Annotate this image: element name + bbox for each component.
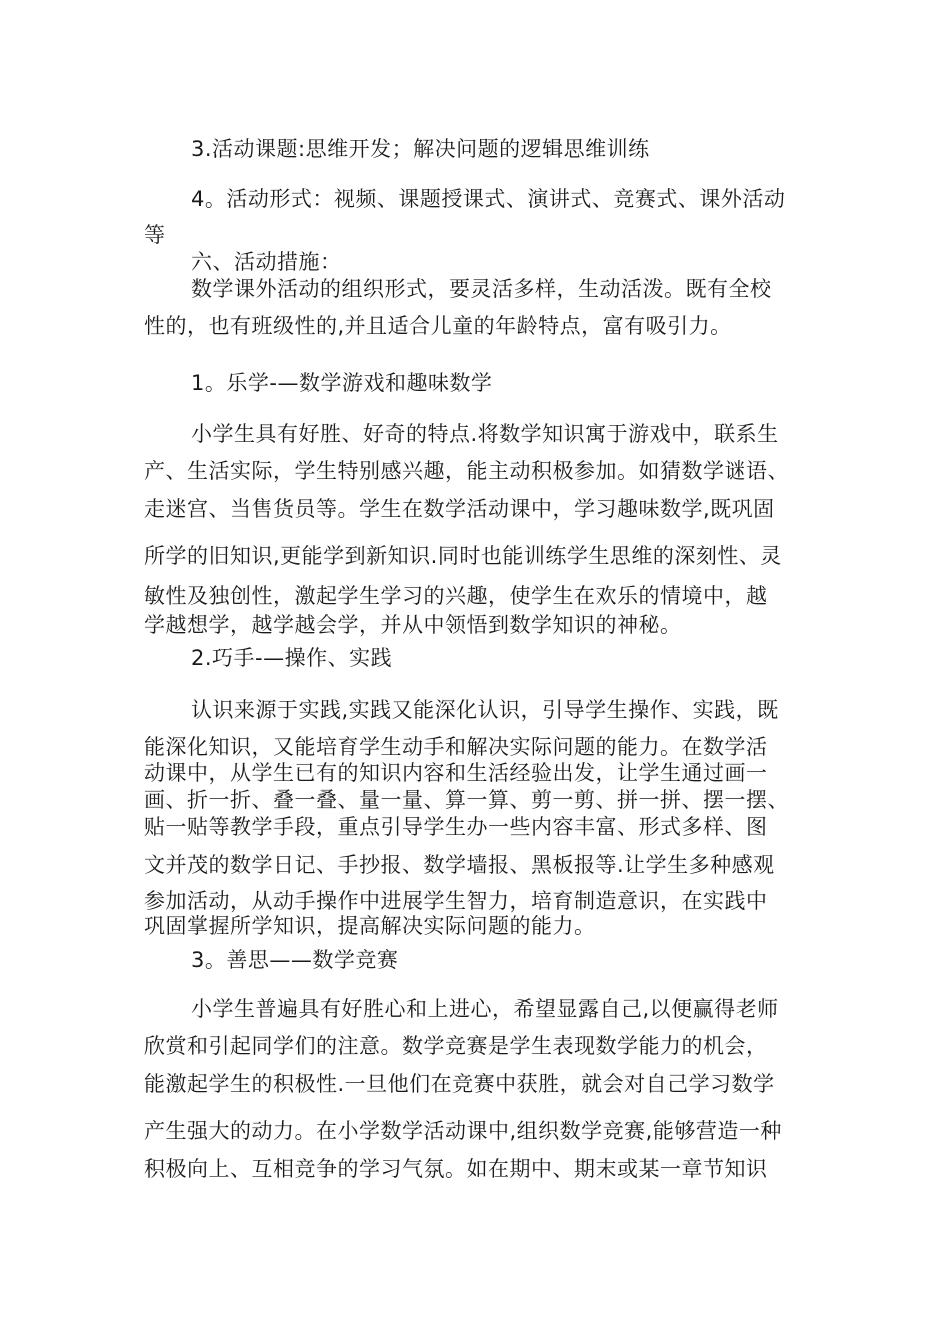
paragraph-line: 认识来源于实践,实践又能深化认识，引导学生操作、实践，既	[191, 698, 779, 722]
paragraph-line: 敏性及独创性，激起学生学习的兴趣，使学生在欢乐的情境中，越	[144, 584, 768, 608]
paragraph-line: 动课中，从学生已有的知识内容和生活经验出发，让学生通过画一	[144, 761, 768, 785]
paragraph-line: 数学课外活动的组织形式，要灵活多样，生动活泼。既有全校	[191, 277, 772, 301]
paragraph-line: 贴一贴等教学手段，重点引导学生办一些内容丰富、形式多样、图	[144, 815, 768, 839]
paragraph-line: 小学生普遍具有好胜心和上进心，希望显露自己,以便赢得老师	[191, 997, 779, 1021]
paragraph-line: 巩固掌握所学知识，提高解决实际问题的能力。	[144, 914, 596, 938]
paragraph-line: 产生强大的动力。在小学数学活动课中,组织数学竞赛,能够营造一种	[144, 1119, 782, 1143]
activity-form-line: 4。活动形式：视频、课题授课式、演讲式、竞赛式、课外活动	[191, 187, 786, 211]
subheading-good-thinking: 3。善思——数学竞赛	[191, 948, 399, 972]
paragraph-line: 欣赏和引起同学们的注意。数学竞赛是学生表现数学能力的机会，	[144, 1034, 768, 1058]
paragraph-line: 参加活动，从动手操作中进展学生智力，培育制造意识，在实践中	[144, 889, 768, 913]
paragraph-line: 能激起学生的积极性.一旦他们在竞赛中获胜，就会对自己学习数学	[144, 1072, 775, 1096]
paragraph-line: 学越想学，越学越会学，并从中领悟到数学知识的神秘。	[144, 613, 682, 637]
section-heading-measures: 六、活动措施：	[191, 250, 342, 274]
paragraph-line: 性的，也有班级性的,并且适合儿童的年龄特点，富有吸引力。	[144, 314, 732, 338]
paragraph-line: 所学的旧知识,更能学到新知识.同时也能训练学生思维的深刻性、灵	[144, 544, 782, 568]
subheading-fun-learning: 1。乐学-—数学游戏和趣味数学	[191, 371, 493, 395]
paragraph-line: 走迷宫、当售货员等。学生在数学活动课中，学习趣味数学,既巩固	[144, 497, 775, 521]
paragraph-line: 小学生具有好胜、好奇的特点.将数学知识寓于游戏中，联系生	[191, 422, 779, 446]
paragraph-line: 产、生活实际，学生特别感兴趣，能主动积极参加。如猜数学谜语、	[144, 459, 789, 483]
activity-topic-line: 3.活动课题:思维开发；解决问题的逻辑思维训练	[191, 137, 650, 161]
subheading-skilled-hands: 2.巧手-—操作、实践	[191, 646, 393, 670]
paragraph-line: 画、折一折、叠一叠、量一量、算一算、剪一剪、拼一拼、摆一摆、	[144, 788, 789, 812]
paragraph-line: 能深化知识，又能培育学生动手和解决实际问题的能力。在数学活	[144, 735, 768, 759]
paragraph-line: 文并茂的数学日记、手抄报、数学墙报、黑板报等.让学生多种感观	[144, 853, 775, 877]
paragraph-line: 积极向上、互相竞争的学习气氛。如在期中、期末或某一章节知识	[144, 1157, 768, 1181]
activity-form-line-cont: 等	[144, 223, 166, 247]
